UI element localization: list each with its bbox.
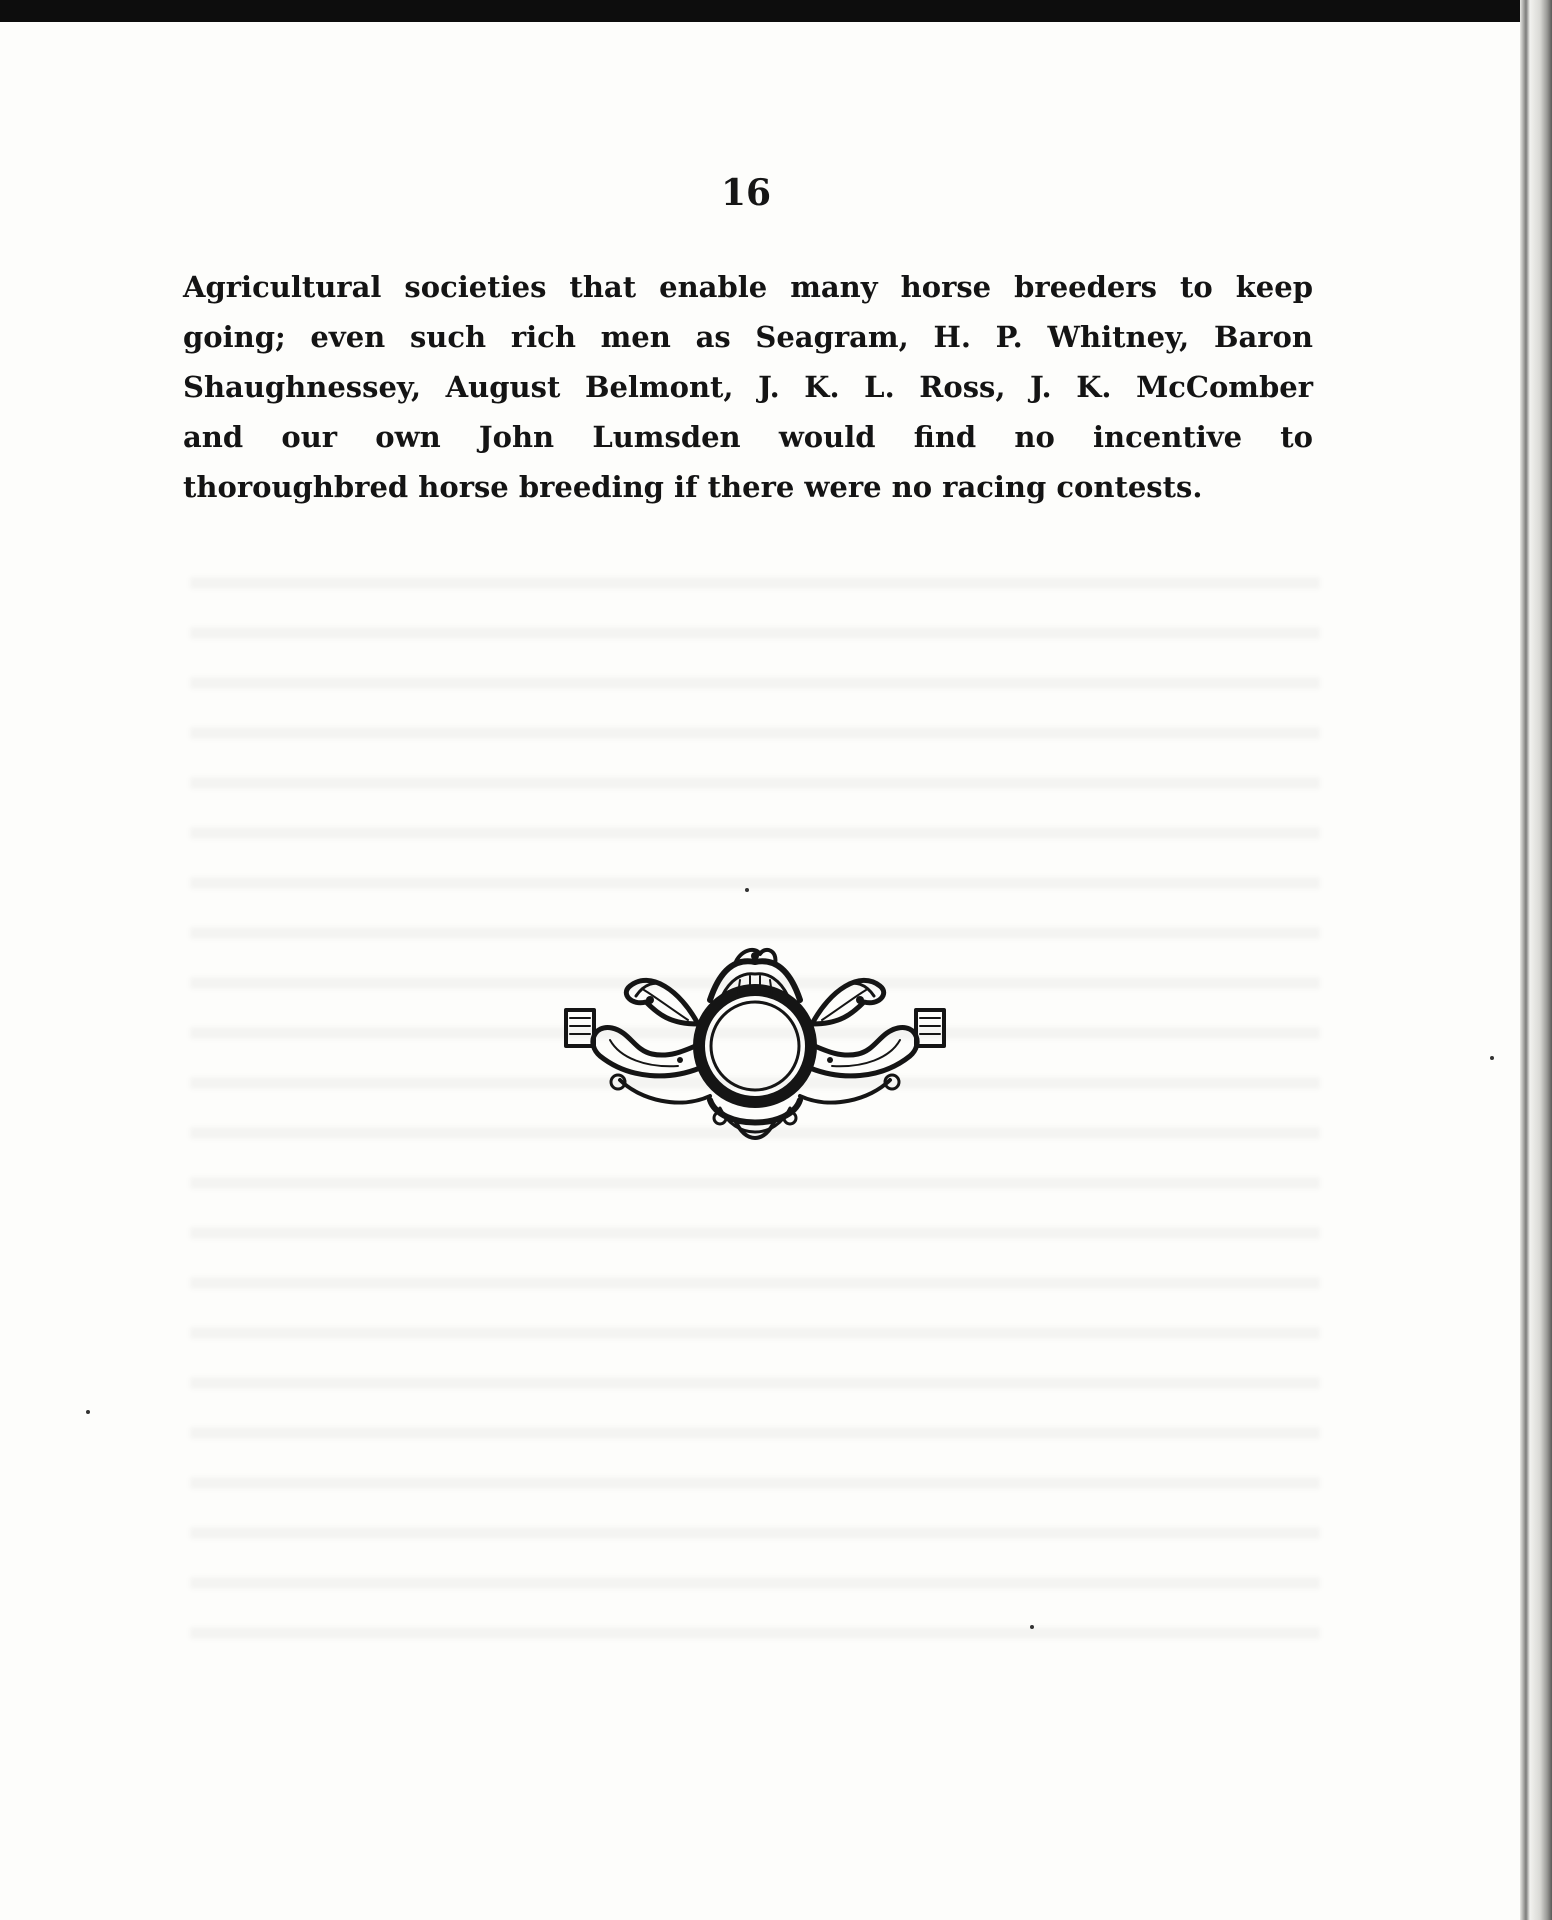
page-edge-shadow	[1520, 0, 1552, 1920]
scan-speck	[86, 1410, 90, 1414]
text-line: going; even such rich men as Seagram, H. P. Whitney, Baron	[183, 320, 1313, 354]
floral-scroll-ornament-icon	[560, 940, 950, 1150]
text-line: Shaughnessey, August Belmont, J. K. L. Ross, J. K. McComber	[183, 370, 1313, 404]
scan-speck	[1030, 1625, 1034, 1629]
text-line: thoroughbred horse breeding if there were no racing contests.	[183, 470, 1203, 504]
scan-speck	[745, 888, 749, 892]
text-line: and our own John Lumsden would find no incentive to	[183, 420, 1313, 454]
scan-top-border	[0, 0, 1552, 22]
text-line: Agricultural societies that enable many horse breeders to keep	[183, 270, 1313, 304]
scan-speck	[1490, 1056, 1494, 1060]
page-number: 16	[720, 172, 772, 214]
body-paragraph	[183, 262, 1313, 512]
